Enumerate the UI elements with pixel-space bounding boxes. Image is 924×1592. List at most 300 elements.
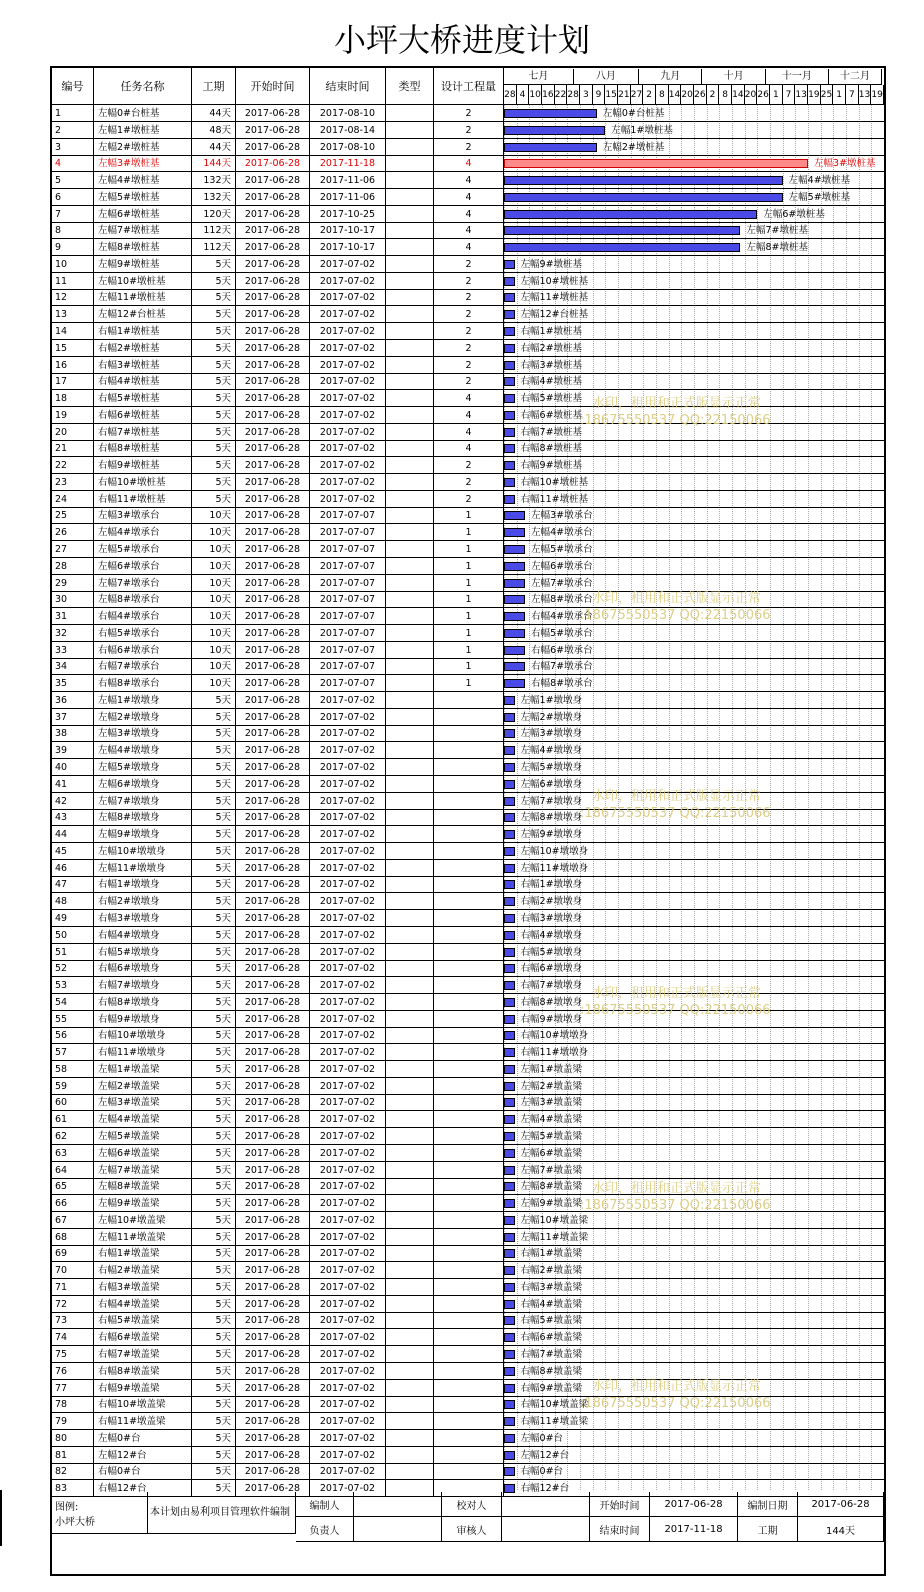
- task-end: 2017-11-06: [310, 189, 386, 206]
- gantt-bar[interactable]: [504, 1467, 515, 1476]
- task-start: 2017-06-28: [236, 440, 310, 457]
- table-row: [52, 323, 884, 340]
- gantt-bar[interactable]: [504, 143, 597, 152]
- gantt-bar[interactable]: [504, 478, 515, 487]
- legend-label: 图例:: [55, 1501, 79, 1513]
- table-row: [52, 1128, 884, 1145]
- task-name: 右幅4#墩墩身: [94, 927, 192, 944]
- gantt-bar[interactable]: [504, 897, 515, 906]
- gantt-bar[interactable]: [504, 377, 515, 386]
- bar-label: 右幅11#墩墩身: [520, 1047, 589, 1059]
- task-qty: [434, 1396, 504, 1413]
- gantt-bar[interactable]: [504, 226, 740, 235]
- task-no: 61: [52, 1111, 94, 1128]
- gantt-bar[interactable]: [504, 1283, 515, 1292]
- bar-label: 左幅5#墩桩基: [788, 191, 851, 203]
- gantt-bar[interactable]: [504, 428, 515, 437]
- task-type: [386, 910, 434, 927]
- task-duration: 5天: [192, 843, 236, 860]
- task-duration: 5天: [192, 793, 236, 810]
- task-end: 2017-07-02: [310, 306, 386, 323]
- task-duration: 5天: [192, 1312, 236, 1329]
- gantt-bar[interactable]: [504, 1098, 515, 1107]
- bar-label: 右幅7#墩承台: [531, 661, 593, 673]
- gantt-bar[interactable]: [504, 293, 515, 302]
- gantt-row: [504, 289, 884, 306]
- task-no: 81: [52, 1447, 94, 1464]
- task-no: 9: [52, 239, 94, 256]
- watermark-line1: 水印，租用和正式版显示正常: [592, 986, 762, 1001]
- gantt-row: [504, 155, 884, 172]
- task-qty: 4: [434, 189, 504, 206]
- gantt-bar[interactable]: [504, 1384, 515, 1393]
- bar-label: 右幅10#墩盖梁: [520, 1399, 589, 1411]
- task-start: 2017-06-28: [236, 306, 310, 323]
- task-qty: 1: [434, 608, 504, 625]
- table-row: [52, 725, 884, 742]
- gantt-row: [504, 1279, 884, 1296]
- gantt-bar[interactable]: [504, 1216, 515, 1225]
- task-type: [386, 1162, 434, 1179]
- task-start: 2017-06-28: [236, 675, 310, 692]
- task-duration: 5天: [192, 725, 236, 742]
- gantt-bar[interactable]: [504, 847, 515, 856]
- gantt-bar[interactable]: [504, 662, 525, 671]
- task-qty: 1: [434, 591, 504, 608]
- gantt-bar[interactable]: [504, 1233, 515, 1242]
- task-start: 2017-06-28: [236, 172, 310, 189]
- gantt-row: [504, 709, 884, 726]
- task-name: 右幅7#墩承台: [94, 658, 192, 675]
- task-start: 2017-06-28: [236, 575, 310, 592]
- gantt-bar[interactable]: [504, 864, 515, 873]
- task-end: 2017-07-02: [310, 1061, 386, 1078]
- task-duration: 5天: [192, 357, 236, 374]
- table-row: [52, 541, 884, 558]
- gantt-bar[interactable]: [504, 1249, 515, 1258]
- task-start: 2017-06-28: [236, 759, 310, 776]
- gantt-bar[interactable]: [504, 495, 515, 504]
- task-start: 2017-06-28: [236, 239, 310, 256]
- task-end: 2017-07-02: [310, 843, 386, 860]
- task-duration: 5天: [192, 256, 236, 273]
- bar-label: 左幅8#墩承台: [531, 594, 593, 606]
- task-duration: 5天: [192, 709, 236, 726]
- gantt-bar[interactable]: [504, 1316, 515, 1325]
- tick-label: 8: [719, 85, 732, 105]
- gantt-bar[interactable]: [504, 344, 515, 353]
- gantt-bar[interactable]: [504, 948, 515, 957]
- task-qty: [434, 826, 504, 843]
- table-row: [52, 742, 884, 759]
- tick-label: 25: [821, 85, 834, 105]
- gantt-bar[interactable]: [504, 1149, 515, 1158]
- task-qty: [434, 709, 504, 726]
- gantt-bar[interactable]: [504, 1048, 515, 1057]
- task-end: 2017-07-02: [310, 1396, 386, 1413]
- task-type: [386, 1027, 434, 1044]
- task-name: 右幅6#墩桩基: [94, 407, 192, 424]
- gantt-bar[interactable]: [504, 1015, 515, 1024]
- task-duration: 5天: [192, 1128, 236, 1145]
- bar-label: 左幅1#墩墩身: [520, 694, 583, 706]
- bar-label: 右幅2#墩盖梁: [520, 1265, 583, 1277]
- task-type: [386, 742, 434, 759]
- task-no: 50: [52, 927, 94, 944]
- task-start: 2017-06-28: [236, 1011, 310, 1028]
- task-start: 2017-06-28: [236, 155, 310, 172]
- task-type: [386, 1463, 434, 1480]
- table-row: [52, 1262, 884, 1279]
- task-name: 左幅9#墩桩基: [94, 256, 192, 273]
- task-no: 66: [52, 1195, 94, 1212]
- gantt-bar[interactable]: [504, 696, 515, 705]
- task-duration: 5天: [192, 1044, 236, 1061]
- task-end: 2017-07-02: [310, 1447, 386, 1464]
- task-duration: 5天: [192, 1145, 236, 1162]
- gantt-bar[interactable]: [504, 780, 515, 789]
- task-end: 2017-07-02: [310, 742, 386, 759]
- bar-label: 右幅9#墩盖梁: [520, 1382, 583, 1394]
- gantt-bar[interactable]: [504, 1451, 515, 1460]
- table-row: [52, 876, 884, 893]
- task-qty: [434, 893, 504, 910]
- gantt-bar[interactable]: [504, 713, 515, 722]
- gantt-bar[interactable]: [504, 1434, 515, 1443]
- task-type: [386, 1044, 434, 1061]
- task-end: 2017-07-02: [310, 407, 386, 424]
- gantt-bar[interactable]: [504, 193, 783, 202]
- task-no: 19: [52, 407, 94, 424]
- task-type: [386, 994, 434, 1011]
- task-qty: [434, 1279, 504, 1296]
- task-start: 2017-06-28: [236, 105, 310, 122]
- task-name: 右幅6#墩墩身: [94, 960, 192, 977]
- gantt-bar[interactable]: [504, 964, 515, 973]
- gantt-row: [504, 1078, 884, 1095]
- table-row: [52, 558, 884, 575]
- bar-label: 左幅0#台: [520, 1432, 564, 1444]
- table-row: [52, 139, 884, 156]
- task-duration: 5天: [192, 1262, 236, 1279]
- task-no: 6: [52, 189, 94, 206]
- task-qty: [434, 1094, 504, 1111]
- table-row: [52, 1413, 884, 1430]
- task-end: 2017-07-02: [310, 1044, 386, 1061]
- gantt-row: [504, 944, 884, 961]
- bar-label: 右幅12#台: [520, 1483, 570, 1495]
- task-duration: 5天: [192, 1380, 236, 1397]
- gantt-bar[interactable]: [504, 880, 515, 889]
- gantt-bar[interactable]: [504, 109, 597, 118]
- gantt-bar[interactable]: [504, 511, 525, 520]
- task-qty: 4: [434, 440, 504, 457]
- task-duration: 5天: [192, 1296, 236, 1313]
- gantt-row: [504, 575, 884, 592]
- task-duration: 5天: [192, 491, 236, 508]
- gantt-bar[interactable]: [504, 1300, 515, 1309]
- gantt-bar[interactable]: [504, 1065, 515, 1074]
- task-no: 48: [52, 893, 94, 910]
- task-no: 4: [52, 155, 94, 172]
- task-name: 右幅2#墩盖梁: [94, 1262, 192, 1279]
- task-name: 左幅4#墩墩身: [94, 742, 192, 759]
- gantt-bar[interactable]: [504, 1132, 515, 1141]
- gantt-bar[interactable]: [504, 612, 525, 621]
- task-start: 2017-06-28: [236, 960, 310, 977]
- gantt-bar[interactable]: [504, 830, 515, 839]
- task-qty: 1: [434, 507, 504, 524]
- task-no: 1: [52, 105, 94, 122]
- task-type: [386, 457, 434, 474]
- task-name: 左幅4#墩盖梁: [94, 1111, 192, 1128]
- task-type: [386, 1296, 434, 1313]
- task-duration: 5天: [192, 1195, 236, 1212]
- gantt-bar[interactable]: [504, 210, 757, 219]
- gantt-bar[interactable]: [504, 981, 515, 990]
- task-duration: 5天: [192, 1078, 236, 1095]
- bar-label: 右幅6#墩盖梁: [520, 1332, 583, 1344]
- gantt-bar[interactable]: [504, 528, 525, 537]
- task-duration: 5天: [192, 1212, 236, 1229]
- task-start: 2017-06-28: [236, 860, 310, 877]
- task-duration: 5天: [192, 1111, 236, 1128]
- table-row: [52, 927, 884, 944]
- task-name: 右幅2#墩墩身: [94, 893, 192, 910]
- tick-label: 1: [833, 85, 846, 105]
- task-qty: 2: [434, 373, 504, 390]
- gantt-bar[interactable]: [504, 260, 515, 269]
- gantt-bar[interactable]: [504, 579, 525, 588]
- gantt-bar[interactable]: [504, 394, 515, 403]
- task-start: 2017-06-28: [236, 1027, 310, 1044]
- table-row: [52, 1027, 884, 1044]
- bar-label: 左幅10#墩盖梁: [520, 1214, 589, 1226]
- header-start: 开始时间: [236, 68, 310, 105]
- task-qty: [434, 1061, 504, 1078]
- bar-label: 左幅3#墩桩基: [814, 158, 876, 170]
- gantt-bar[interactable]: [504, 629, 525, 638]
- task-duration: 112天: [192, 239, 236, 256]
- gantt-row: [504, 1044, 884, 1061]
- task-duration: 5天: [192, 373, 236, 390]
- task-qty: 4: [434, 424, 504, 441]
- task-end: 2017-07-02: [310, 1011, 386, 1028]
- task-qty: 2: [434, 491, 504, 508]
- gantt-bar[interactable]: [504, 797, 515, 806]
- task-qty: 2: [434, 139, 504, 156]
- task-end: 2017-07-02: [310, 1078, 386, 1095]
- gantt-row: [504, 725, 884, 742]
- task-type: [386, 642, 434, 659]
- task-type: [386, 222, 434, 239]
- bar-label: 左幅7#墩盖梁: [520, 1164, 583, 1176]
- watermark-line2: :18675550537 QQ:22150066: [580, 1003, 771, 1018]
- task-qty: 2: [434, 357, 504, 374]
- gantt-bar[interactable]: [504, 444, 515, 453]
- task-type: [386, 1279, 434, 1296]
- task-type: [386, 357, 434, 374]
- task-start: 2017-06-28: [236, 206, 310, 223]
- gantt-bar[interactable]: [504, 1417, 515, 1426]
- gantt-bar[interactable]: [504, 327, 515, 336]
- task-no: 24: [52, 491, 94, 508]
- task-no: 83: [52, 1480, 94, 1497]
- tick-label: 22: [555, 85, 568, 105]
- task-qty: [434, 1430, 504, 1447]
- task-name: 右幅1#墩墩身: [94, 876, 192, 893]
- task-type: [386, 1380, 434, 1397]
- table-row: [52, 289, 884, 306]
- task-duration: 5天: [192, 1011, 236, 1028]
- task-start: 2017-06-28: [236, 793, 310, 810]
- tick-label: 13: [859, 85, 872, 105]
- gantt-bar[interactable]: [504, 176, 783, 185]
- gantt-bar[interactable]: [504, 1400, 515, 1409]
- gantt-bar[interactable]: [504, 914, 515, 923]
- task-end: 2017-07-02: [310, 1212, 386, 1229]
- gantt-bar[interactable]: [504, 277, 515, 286]
- task-end: 2017-07-02: [310, 1262, 386, 1279]
- task-start: 2017-06-28: [236, 809, 310, 826]
- task-qty: 2: [434, 289, 504, 306]
- gantt-bar[interactable]: [504, 646, 525, 655]
- gantt-bar[interactable]: [504, 361, 515, 370]
- task-end: 2017-07-02: [310, 273, 386, 290]
- task-duration: 5天: [192, 289, 236, 306]
- task-no: 44: [52, 826, 94, 843]
- gantt-bar[interactable]: [504, 562, 525, 571]
- task-name: 左幅5#墩墩身: [94, 759, 192, 776]
- task-name: 左幅10#墩盖梁: [94, 1212, 192, 1229]
- gantt-bar[interactable]: [504, 679, 525, 688]
- task-end: 2017-07-07: [310, 591, 386, 608]
- gantt-bar[interactable]: [504, 126, 605, 135]
- task-duration: 10天: [192, 591, 236, 608]
- table-row: [52, 826, 884, 843]
- gantt-bar[interactable]: [504, 1199, 515, 1208]
- gantt-bar[interactable]: [504, 1115, 515, 1124]
- gantt-bar[interactable]: [504, 931, 515, 940]
- task-start: 2017-06-28: [236, 625, 310, 642]
- task-end: 2017-07-07: [310, 524, 386, 541]
- gantt-bar[interactable]: [504, 310, 515, 319]
- gantt-bar[interactable]: [504, 545, 525, 554]
- task-end: 2017-07-02: [310, 440, 386, 457]
- task-name: 左幅1#墩桩基: [94, 122, 192, 139]
- task-start: 2017-06-28: [236, 927, 310, 944]
- task-start: 2017-06-28: [236, 256, 310, 273]
- task-no: 40: [52, 759, 94, 776]
- task-no: 8: [52, 222, 94, 239]
- task-no: 5: [52, 172, 94, 189]
- task-duration: 5天: [192, 1396, 236, 1413]
- gantt-bar[interactable]: [504, 243, 740, 252]
- month-label: 十月: [702, 69, 765, 85]
- task-qty: 1: [434, 575, 504, 592]
- task-start: 2017-06-28: [236, 407, 310, 424]
- task-type: [386, 189, 434, 206]
- task-no: 70: [52, 1262, 94, 1279]
- gantt-bar[interactable]: [504, 746, 515, 755]
- task-qty: 1: [434, 558, 504, 575]
- task-end: 2017-07-02: [310, 1463, 386, 1480]
- task-name: 右幅9#墩盖梁: [94, 1380, 192, 1397]
- table-row: [52, 373, 884, 390]
- table-row: [52, 222, 884, 239]
- gantt-bar[interactable]: [504, 411, 515, 420]
- task-start: 2017-06-28: [236, 424, 310, 441]
- task-duration: 5天: [192, 440, 236, 457]
- gantt-bar[interactable]: [504, 1350, 515, 1359]
- task-end: 2017-07-02: [310, 809, 386, 826]
- task-qty: 2: [434, 323, 504, 340]
- task-end: 2017-07-07: [310, 608, 386, 625]
- header-type: 类型: [386, 68, 434, 105]
- task-qty: [434, 927, 504, 944]
- tick-label: 2: [643, 85, 656, 105]
- table-row: [52, 1296, 884, 1313]
- gantt-bar[interactable]: [504, 729, 515, 738]
- gantt-bar[interactable]: [504, 159, 808, 168]
- task-start: 2017-06-28: [236, 1430, 310, 1447]
- gantt-bar[interactable]: [504, 461, 515, 470]
- task-no: 28: [52, 558, 94, 575]
- gantt-bar[interactable]: [504, 1031, 515, 1040]
- task-qty: [434, 759, 504, 776]
- bar-label: 右幅8#墩盖梁: [520, 1365, 583, 1377]
- task-name: 左幅8#墩盖梁: [94, 1178, 192, 1195]
- gantt-bar[interactable]: [504, 1266, 515, 1275]
- gantt-bar[interactable]: [504, 1333, 515, 1342]
- task-start: 2017-06-28: [236, 776, 310, 793]
- task-start: 2017-06-28: [236, 1061, 310, 1078]
- table-row: [52, 658, 884, 675]
- gantt-row: [504, 474, 884, 491]
- compiler-value: [354, 1492, 442, 1517]
- gantt-row: [504, 1346, 884, 1363]
- gantt-bar[interactable]: [504, 763, 515, 772]
- gantt-row: [504, 1447, 884, 1464]
- gantt-bar[interactable]: [504, 1166, 515, 1175]
- task-start: 2017-06-28: [236, 1212, 310, 1229]
- bar-label: 左幅4#墩桩基: [788, 175, 851, 187]
- table-row: [52, 1094, 884, 1111]
- gantt-bar[interactable]: [504, 595, 525, 604]
- task-type: [386, 1262, 434, 1279]
- task-name: 左幅8#墩承台: [94, 591, 192, 608]
- task-duration: 5天: [192, 742, 236, 759]
- task-no: 3: [52, 139, 94, 156]
- gantt-row: [504, 860, 884, 877]
- gantt-bar[interactable]: [504, 1182, 515, 1191]
- task-duration: 5天: [192, 1363, 236, 1380]
- task-type: [386, 944, 434, 961]
- gantt-bar[interactable]: [504, 813, 515, 822]
- gantt-bar[interactable]: [504, 998, 515, 1007]
- table-row: [52, 474, 884, 491]
- task-qty: 1: [434, 642, 504, 659]
- task-end: 2017-07-02: [310, 1229, 386, 1246]
- tick-label: 26: [757, 85, 770, 105]
- task-type: [386, 273, 434, 290]
- gantt-bar[interactable]: [504, 1082, 515, 1091]
- task-qty: [434, 1044, 504, 1061]
- table-row: [52, 340, 884, 357]
- gantt-bar[interactable]: [504, 1367, 515, 1376]
- task-end: 2017-07-02: [310, 424, 386, 441]
- task-type: [386, 1128, 434, 1145]
